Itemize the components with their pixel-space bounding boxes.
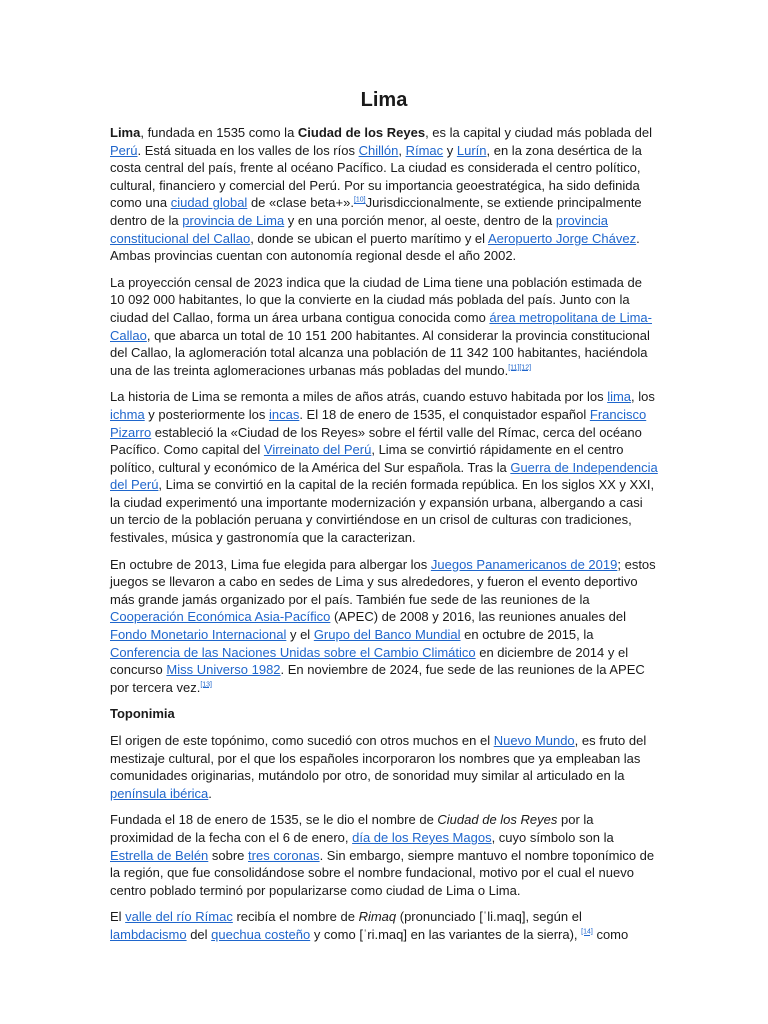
text: , donde se ubican el puerto marítimo y el [250, 230, 488, 246]
link-estrella-belen[interactable]: Estrella de Belén [110, 847, 209, 863]
italic-text: Rimaq [358, 909, 397, 925]
text: recibía el nombre de [232, 909, 359, 925]
link-apec[interactable]: Cooperación Económica Asia-Pacífico [110, 609, 331, 625]
paragraph-intro [110, 124, 658, 265]
ref-link-11[interactable]: [11] [508, 364, 520, 372]
text: . [208, 785, 212, 801]
text: Fundada el 18 de enero de 1535, se le dio el nombre de [110, 812, 438, 828]
link-guerra-independencia[interactable]: Guerra de Independencia del Perú [110, 459, 658, 493]
link-peninsula-iberica[interactable]: península ibérica [110, 785, 209, 801]
link-provincia-callao[interactable]: provincia constitucional del Callao [110, 212, 608, 246]
paragraph-population [110, 274, 658, 380]
paragraph-history [110, 388, 658, 546]
link-cop[interactable]: Conferencia de las Naciones Unidas sobre el Cambio Climático [110, 644, 476, 660]
text: y posteriormente los [144, 406, 269, 422]
link-chillon[interactable]: Chillón [358, 142, 399, 158]
link-fmi[interactable]: Fondo Monetario Internacional [110, 627, 287, 643]
ref-link-12[interactable]: [12] [519, 364, 532, 372]
text: y [443, 142, 457, 158]
link-miss-universo[interactable]: Miss Universo 1982 [166, 662, 281, 678]
page-title: Lima [360, 89, 408, 111]
link-tres-coronas[interactable]: tres coronas [248, 847, 320, 863]
link-lima-culture[interactable]: lima [607, 389, 632, 405]
text: . El 18 de enero de 1535, el conquistador español [299, 406, 590, 422]
link-lambdacismo[interactable]: lambdacismo [110, 926, 187, 942]
italic-text: Ciudad de los Reyes [437, 812, 558, 828]
text: , Lima se convirtió rápidamente en el centro político, cultural y económico de la América del Sur española. Tras la [110, 442, 624, 475]
text: en octubre de 2015, la [460, 627, 594, 643]
link-virreinato[interactable]: Virreinato del Perú [263, 442, 372, 458]
paragraph-rimaq [110, 908, 658, 943]
text: del [186, 926, 212, 942]
text: , [398, 142, 406, 158]
paragraph-founding-name [110, 811, 658, 899]
reference-11 [508, 364, 519, 371]
text: y en una porción menor, al oeste, dentro de la [284, 212, 556, 228]
bold-text: Lima [110, 125, 141, 140]
link-ciudad-global[interactable]: ciudad global [170, 195, 248, 211]
text: . Está situada en los valles de los ríos [137, 142, 359, 158]
text: como [592, 926, 629, 942]
ref-link-14[interactable]: [14] [581, 928, 593, 936]
reference-13 [200, 681, 212, 688]
reference-10 [354, 197, 366, 204]
text: (APEC) de 2008 y 2016, las reuniones anuales del [330, 609, 626, 625]
link-ichma[interactable]: ichma [110, 406, 145, 422]
text: por la proximidad de la fecha con el 6 de enero, [110, 812, 594, 845]
text: , cuyo símbolo son la [491, 829, 614, 845]
paragraph-events [110, 556, 658, 697]
link-area-metropolitana[interactable]: área metropolitana de Lima-Callao [110, 309, 652, 343]
text: de «clase beta+». [247, 195, 354, 211]
link-rimac[interactable]: Rímac [405, 142, 444, 158]
link-banco-mundial[interactable]: Grupo del Banco Mundial [313, 627, 461, 643]
text: , los [631, 389, 655, 405]
link-valle-rimac[interactable]: valle del río Rímac [125, 909, 233, 925]
ref-link-13[interactable]: [13] [200, 681, 213, 689]
ref-link-10[interactable]: [10] [353, 197, 366, 205]
link-pizarro[interactable]: Francisco Pizarro [110, 406, 647, 440]
text: Jurisdiccionalmente, se extiende principalmente dentro de la [110, 195, 642, 228]
link-peru[interactable]: Perú [110, 142, 138, 158]
text: , fundada en 1535 como la [140, 125, 298, 140]
text: . Ambas provincias cuentan con autonomía regional desde el año 2002. [110, 230, 640, 264]
bold-text: Ciudad de los Reyes [297, 125, 426, 140]
link-provincia-lima[interactable]: provincia de Lima [182, 212, 285, 228]
text: ; estos juegos se llevaron a cabo en sedes de Lima y sus alrededores, y fueron el evento deportivo más grande jamás organizado por el país. También fue sede de las reuniones de la [110, 556, 656, 607]
text: , es fruto del mestizaje cultural, por el que los españoles incorporaron los nombres que ya empleaban las comunidades originarias, mutándolo por otro, de sonoridad muy similar al articulado en la [110, 733, 647, 784]
text: . Sin embargo, siempre mantuvo el nombre toponímico de la región, que fue consolidándose sobre el nombre fundacional, motivo por el cual el nuevo centro poblado terminó por popularizarse como ciudad de Lima o Lima. [110, 847, 655, 898]
text: , en la zona desértica de la costa central del país, frente al océano Pacífico. La ciudad es considerada el centro político, cultural, financiero y comercial del Perú. Por su importancia geoestratégica, ha sido definida como una [110, 142, 642, 211]
reference-14 [581, 929, 593, 936]
section-heading-toponimia: Toponimia [110, 706, 175, 722]
link-juegos-panamericanos[interactable]: Juegos Panamericanos de 2019 [430, 556, 618, 572]
text: El origen de este topónimo, como sucedió con otros muchos en el [110, 733, 494, 748]
text: en diciembre de 2014 y el concurso [110, 644, 629, 678]
reference-12 [519, 364, 531, 371]
link-lurin[interactable]: Lurín [456, 142, 487, 158]
text: La proyección censal de 2023 indica que la ciudad de Lima tiene una población estimada de 10 092 000 habitantes, lo que la convierte en la ciudad más poblada del país. Junto con la ciudad del Callao, forma un área urbana contigua conocida como [110, 274, 642, 325]
text: (pronunciado [ˈli.maq], según el [396, 909, 582, 925]
link-incas[interactable]: incas [268, 406, 300, 422]
link-quechua-costeno[interactable]: quechua costeño [211, 926, 311, 942]
text: El [110, 909, 126, 925]
link-aeropuerto[interactable]: Aeropuerto Jorge Chávez [487, 230, 637, 246]
link-nuevo-mundo[interactable]: Nuevo Mundo [493, 733, 575, 748]
text: , es la capital y ciudad más poblada del [425, 125, 652, 140]
text: , Lima se convirtió en la capital de la recién formada república. En los siglos XX y XXI, la ciudad experimentó una importante modernización y expansión urbana, albergando a casi un tercio de la población peruana y convirtiéndose en un crisol de culturas con tradiciones, festivales, música y gastronomía que la caracterizan. [110, 477, 655, 546]
text: sobre [208, 847, 249, 863]
text: , que abarca un total de 10 151 200 habitantes. Al considerar la provincia constitucional del Callao, la aglomeración total alcanza una población de 11 342 100 habitantes, haciéndola una de las treinta aglomeraciones urbanas más pobladas del mundo. [110, 327, 650, 378]
text: . En noviembre de 2024, fue sede de las reuniones de la APEC por tercera vez. [110, 662, 645, 695]
text: estableció la «Ciudad de los Reyes» sobre el fértil valle del Rímac, cerca del océano Pacífico. Como capital del [110, 424, 642, 458]
text: La historia de Lima se remonta a miles de años atrás, cuando estuvo habitada por los [110, 389, 608, 405]
paragraph-origin [110, 732, 658, 802]
text: En octubre de 2013, Lima fue elegida para albergar los [110, 556, 431, 572]
text: y como [ˈri.maq] en las variantes de la sierra), [310, 926, 582, 942]
link-reyes-magos[interactable]: día de los Reyes Magos [352, 829, 492, 845]
text: y el [286, 627, 314, 643]
